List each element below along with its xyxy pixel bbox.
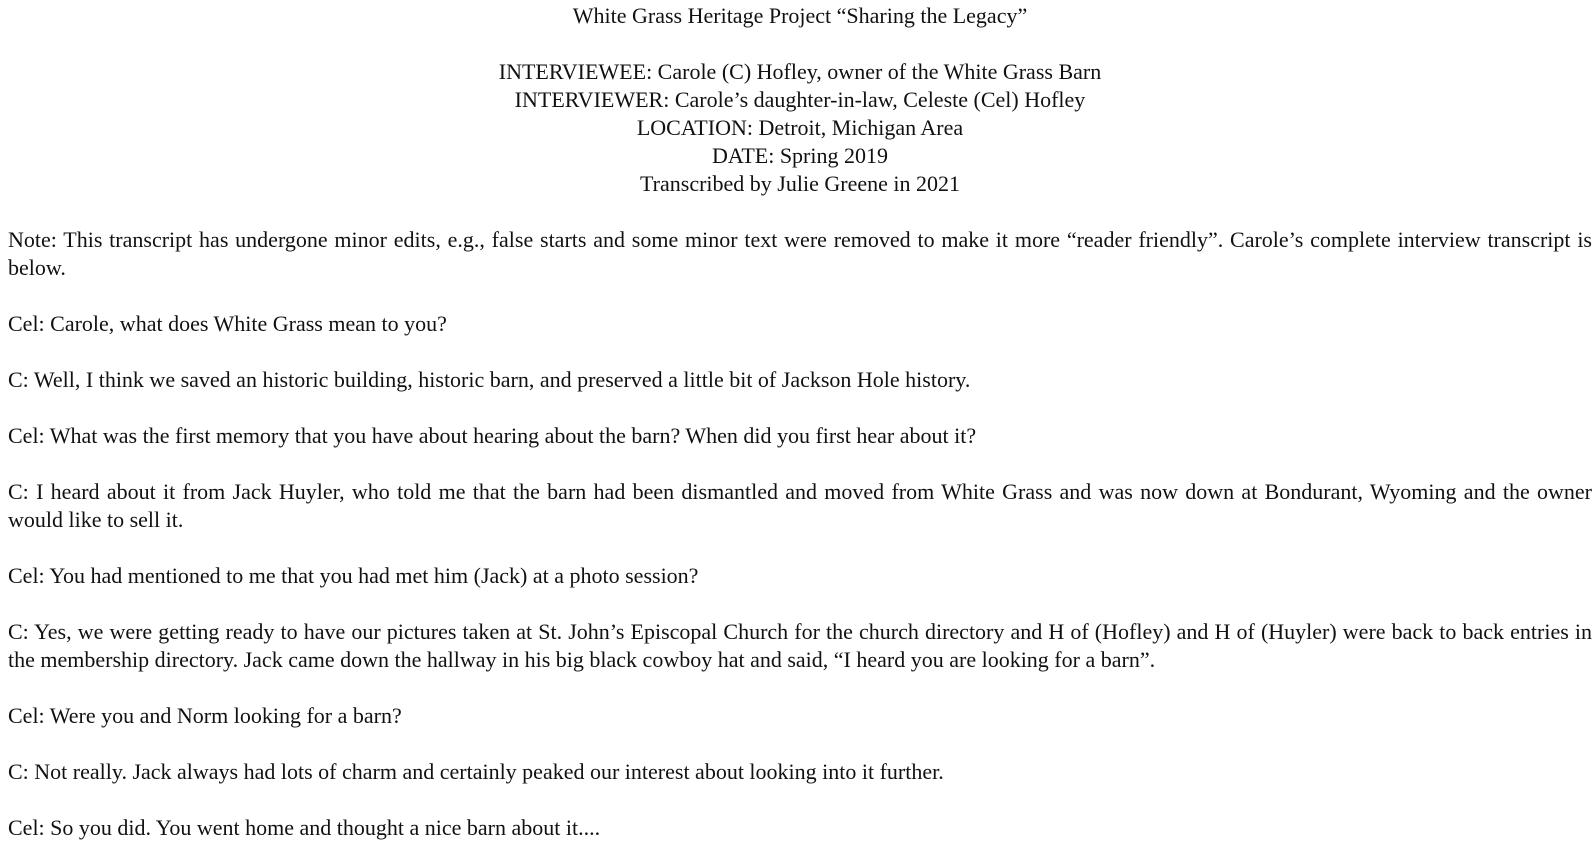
transcript-paragraph: C: I heard about it from Jack Huyler, who told me that the barn had been dismantled and moved from White Grass and was now down at Bondurant, Wyoming and the owner would like to sell it. [8,479,1592,532]
document-title: White Grass Heritage Project “Sharing the Legacy” [572,3,1028,28]
transcriber-line: Transcribed by Julie Greene in 2021 [640,171,960,196]
transcript-paragraph: C: Well, I think we saved an historic building, historic barn, and preserved a little bit of Jackson Hole history. [8,367,971,392]
interviewee-line: INTERVIEWEE: Carole (C) Hofley, owner of the White Grass Barn [498,59,1102,84]
transcript-paragraph: C: Not really. Jack always had lots of charm and certainly peaked our interest about looking into it further. [8,759,944,784]
transcript-paragraph: Cel: Carole, what does White Grass mean to you? [8,311,447,336]
interviewer-line: INTERVIEWER: Carole’s daughter-in-law, Celeste (Cel) Hofley [514,87,1086,112]
transcript-paragraph: Cel: Were you and Norm looking for a barn? [8,703,402,728]
transcript-note: Note: This transcript has undergone minor edits, e.g., false starts and some minor text were removed to make it more “reader friendly”. Carole’s complete interview transcript is below. [8,227,1592,280]
transcript-paragraph: Cel: You had mentioned to me that you had met him (Jack) at a photo session? [8,563,699,588]
document-page [8,2,1592,842]
transcript-paragraph: Cel: So you did. You went home and thought a nice barn about it.... [8,815,601,840]
transcript-paragraph: Cel: What was the first memory that you have about hearing about the barn? When did you first hear about it? [8,423,977,448]
date-line: DATE: Spring 2019 [712,143,888,168]
interview-header [8,58,1592,198]
location-line: LOCATION: Detroit, Michigan Area [636,115,964,140]
transcript-paragraph: C: Yes, we were getting ready to have our pictures taken at St. John’s Episcopal Church for the church directory and H of (Hofley) and H of (Huyler) were back to back entries in the membership directory. Jack came down the hallway in his big black cowboy hat and said, “I heard you are looking for a barn”. [8,619,1592,672]
